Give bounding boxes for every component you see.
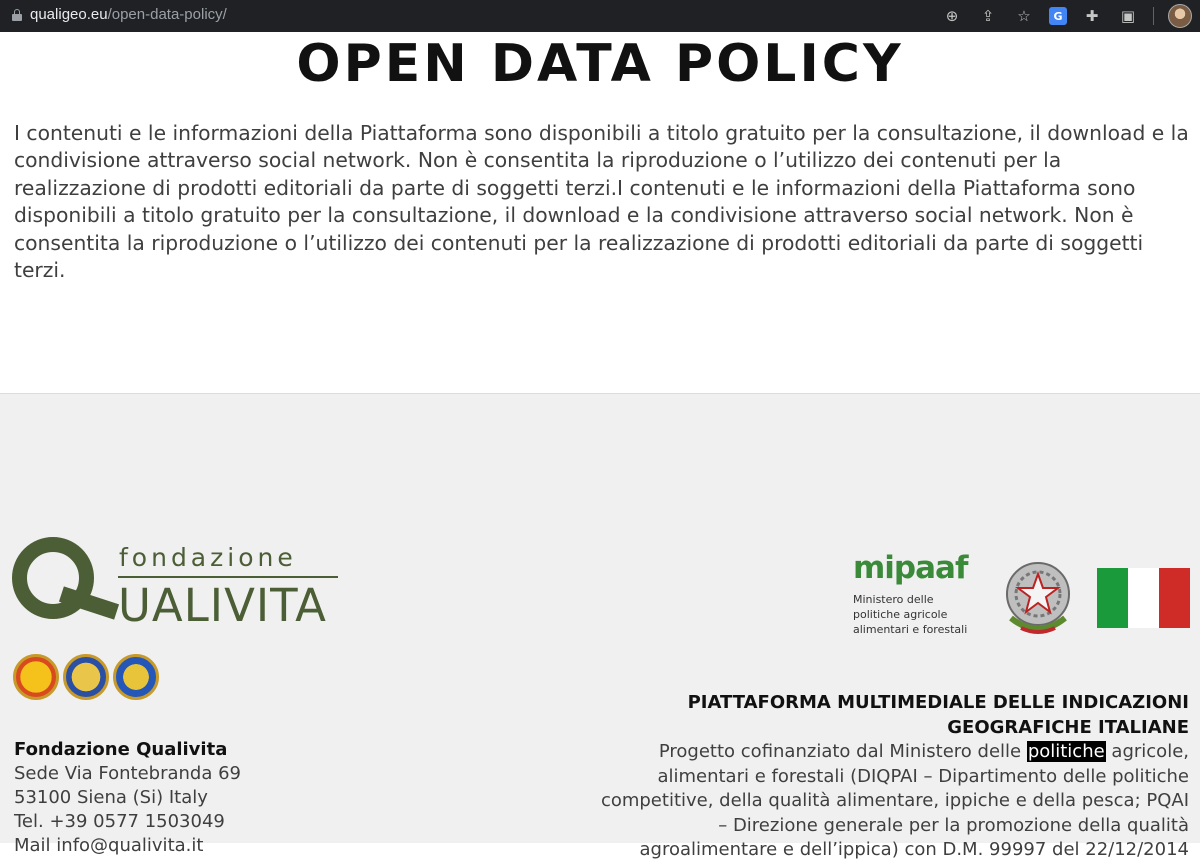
- mipaaf-logo[interactable]: [853, 552, 979, 637]
- platform-description: [589, 740, 1189, 863]
- mipaaf-wordmark: mipaaf: [853, 550, 968, 586]
- dop-seal-icon: [13, 654, 59, 700]
- page-title: OPEN DATA POLICY: [296, 34, 904, 94]
- platform-title-line: PIATTAFORMA MULTIMEDIALE DELLE INDICAZIONI: [687, 692, 1189, 713]
- flag-red-band: [1159, 568, 1190, 628]
- org-name: Fondazione Qualivita: [14, 739, 228, 760]
- selected-text-highlight[interactable]: politiche: [1027, 741, 1105, 762]
- bookmark-star-icon[interactable]: ☆: [1017, 7, 1031, 25]
- address-line: 53100 Siena (Si) Italy: [14, 787, 208, 808]
- italian-flag-icon: [1097, 568, 1190, 628]
- platform-desc-text: Progetto cofinanziato dal Ministero delle: [658, 741, 1027, 762]
- government-logos: [853, 552, 1190, 640]
- extensions-puzzle-icon[interactable]: ✚: [1085, 7, 1099, 25]
- mipaaf-caption-line: politiche agricole: [853, 608, 948, 621]
- toolbar-divider: [1153, 7, 1154, 25]
- qualivita-logo[interactable]: [12, 537, 352, 632]
- stg-seal-icon: [113, 654, 159, 700]
- translate-extension-icon[interactable]: G: [1049, 7, 1067, 25]
- sidepanel-icon[interactable]: ▣: [1120, 7, 1136, 25]
- share-icon[interactable]: ⇪: [981, 7, 995, 25]
- platform-title: [589, 690, 1189, 740]
- profile-avatar[interactable]: [1168, 4, 1192, 28]
- logo-top-word: fondazione: [119, 543, 297, 572]
- address-line: Sede Via Fontebranda 69: [14, 763, 242, 784]
- platform-info: [589, 690, 1189, 863]
- italian-republic-emblem-icon: [999, 556, 1077, 640]
- zoom-icon[interactable]: ⊕: [945, 7, 959, 25]
- mipaaf-caption: [853, 592, 979, 637]
- address-bar[interactable]: [12, 6, 227, 23]
- phone-line[interactable]: Tel. +39 0577 1503049: [14, 811, 225, 832]
- mipaaf-caption-line: alimentari e forestali: [853, 623, 968, 636]
- platform-title-line: GEOGRAFICHE ITALIANE: [947, 717, 1189, 738]
- mipaaf-caption-line: Ministero delle: [853, 593, 934, 606]
- logo-divider: [118, 576, 338, 578]
- quality-seals: [13, 654, 159, 700]
- igp-seal-icon: [63, 654, 109, 700]
- footer-address: [14, 738, 241, 858]
- logo-bottom-word: UALIVITA: [118, 579, 327, 632]
- url-host: qualigeo.eu: [30, 6, 108, 23]
- email-line[interactable]: Mail info@qualivita.it: [14, 835, 204, 856]
- policy-text: I contenuti e le informazioni della Piattaforma sono disponibili a titolo gratuito per la consultazione, il download e la condivisione attraverso social network. Non è consentita la riproduzione o l’utilizzo dei contenuti per la realizzazione di prodotti editoriali da parte di soggetti terzi.I contenuti e le informazioni della Piattaforma sono disponibili a titolo gratuito per la consultazione, il download e la condivisione attraverso social network. Non è consentita la riproduzione o l’utilizzo dei contenuti per la realizzazione di prodotti editoriali da parte di soggetti terzi.: [14, 121, 1189, 283]
- site-footer: [0, 393, 1200, 860]
- flag-white-band: [1128, 568, 1159, 628]
- url-path: /open-data-policy/: [107, 6, 227, 23]
- flag-green-band: [1097, 568, 1128, 628]
- lock-icon[interactable]: [12, 9, 22, 21]
- platform-desc-text: agricole, alimentari e forestali (DIQPAI – Dipartimento delle politiche competitive, della qualità alimentare, ippiche e della pesca; PQAI – Direzione generale per la promozione della qualità agroalimentare e dell’ippica) con D.M. 99997 del 22/12/2014: [600, 741, 1189, 860]
- browser-toolbar: [0, 0, 1200, 32]
